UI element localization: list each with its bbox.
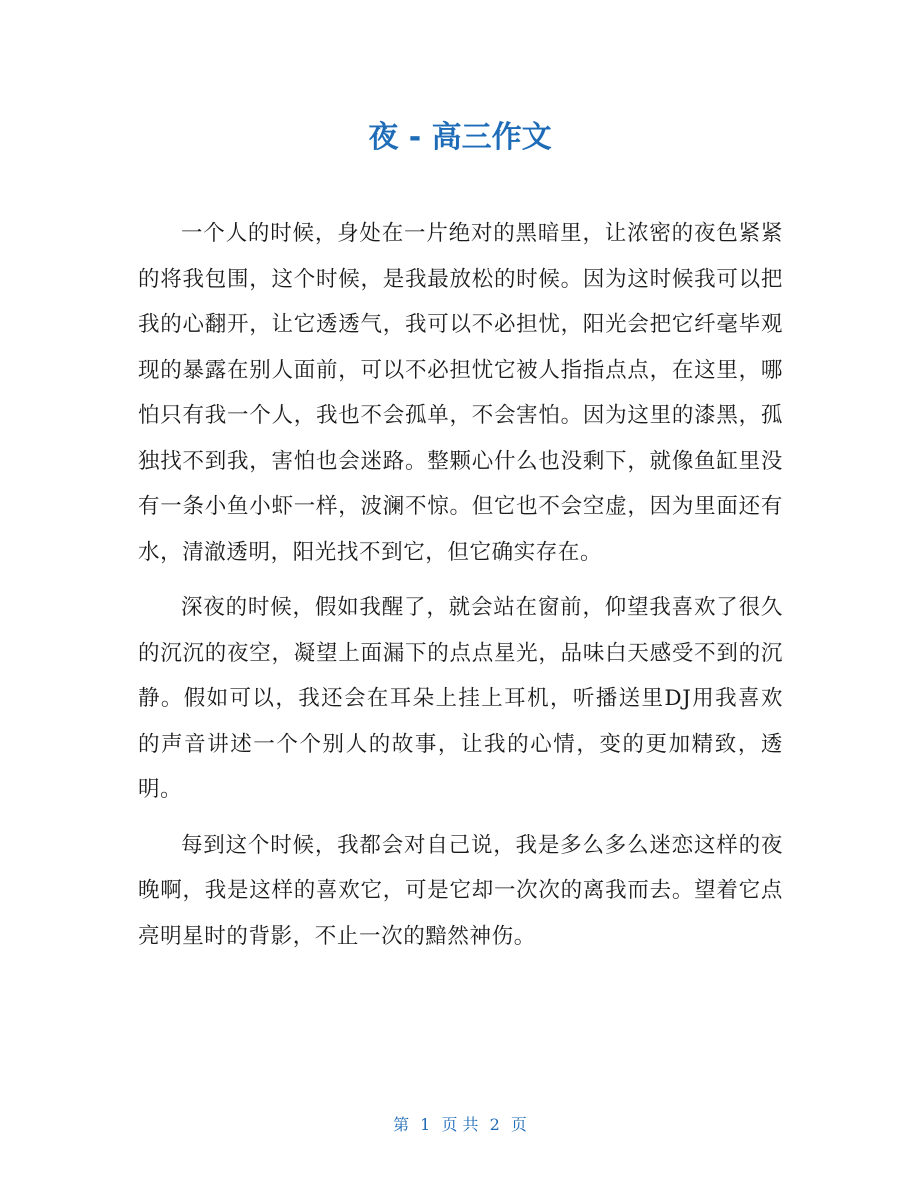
document-title: 夜 - 高三作文: [368, 120, 552, 155]
paragraph-2: 深夜的时候，假如我醒了，就会站在窗前，仰望我喜欢了很久的沉沉的夜空，凝望上面漏下的点点星光，品味白天感受不到的沉静。假如可以，我还会在耳朵上挂上耳机，听播送里DJ用我喜欢的声音讲述一个个别人的故事，让我的心情，变的更加精致，透明。: [138, 595, 783, 802]
page-total: 2: [489, 1115, 500, 1134]
page-footer: [0, 1113, 920, 1137]
page-suffix: 页: [510, 1115, 527, 1134]
paragraph-3: 每到这个时候，我都会对自己说，我是多么多么迷恋这样的夜晚啊，我是这样的喜欢它，可是它却一次次的离我而去。望着它点亮明星时的背影，不止一次的黯然神伤。: [138, 832, 783, 949]
paragraph-1: 一个人的时候，身处在一片绝对的黑暗里，让浓密的夜色紧紧的将我包围，这个时候，是我最放松的时候。因为这时候我可以把我的心翻开，让它透透气，我可以不必担忧，阳光会把它纤毫毕观现的暴露在别人面前，可以不必担忧它被人指指点点，在这里，哪怕只有我一个人，我也不会孤单，不会害怕。因为这里的漆黑，孤独找不到我，害怕也会迷路。整颗心什么也没剩下，就像鱼缸里没有一条小鱼小虾一样，波澜不惊。但它也不会空虚，因为里面还有水，清澈透明，阳光找不到它，但它确实存在。: [138, 221, 783, 565]
document-body: [138, 211, 783, 969]
page-prefix: 第: [393, 1115, 410, 1134]
page-current: 1: [420, 1115, 431, 1134]
page-mid: 页 共: [441, 1115, 479, 1134]
